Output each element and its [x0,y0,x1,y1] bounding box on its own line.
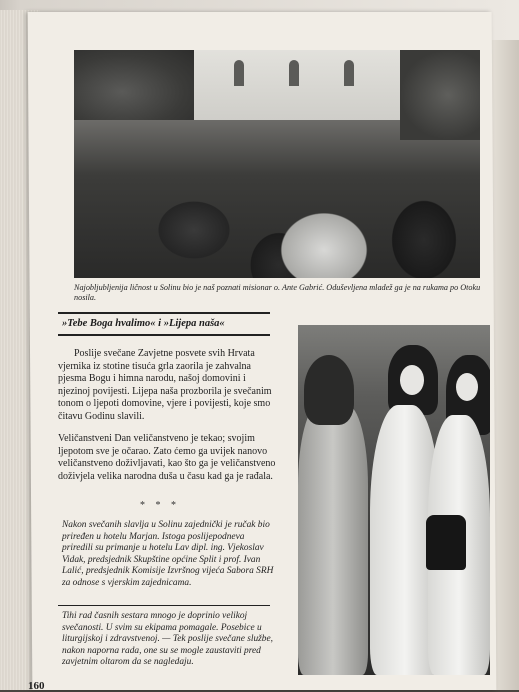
girl-figure [298,405,368,675]
section-separator: * * * [140,500,180,511]
paragraph: Nakon svečanih slavlja u Solinu zajednički je ručak bio priređen u hotelu Marjan. Istoga poslijepodneva priredili su primanje u hotelu Lav dipl. ing. Vjekoslav Vidak, predsjednik Skupštine općine Split i prof. Ivan Lalić, predsjednik Komisije Izvršnog vijeća Sabora SRH za odnose s vjerskim zajednicama. [62,520,274,588]
heading-rule [58,312,270,314]
tree [400,50,480,140]
window [344,60,354,86]
nuns-photo [298,325,490,675]
paragraph: Poslije svečane Zavjetne posvete svih Hrvata vjernika iz stotine tisuća grla zaorila je zahvalna pjesma Bogu i himna narodu, našoj domovini i njezinoj povijesti. Lijepa naša prozborila je svečanim tonom o ljepoti domovine, vjere i povijesti, koje smo čitavu Godinu slavili. [58,348,272,422]
window [289,60,299,86]
hair [304,355,354,425]
face [456,373,478,401]
crowd-photo [74,50,480,278]
photo-caption-nuns: Tihi rad časnih sestara mnogo je doprinio velikoj svečanosti. U svim su ekipama pomagale. Posebice u liturgijskoj i zdravstvenoj. — Tek poslije svečane službe, nakon naporna rada, one su se mogle zaustaviti pred zavjetnim oltarom da se nagledaju. [62,611,273,668]
heading-rule [58,334,270,336]
paragraph: Veličanstveni Dan veličanstveno je tekao; svojim ljepotom sve je očarao. Zato ćemo ga uvijek nanovo veličanstveno doživljavati, kao što ga je veličanstveno doživjela velika narodna duša u času kad ga je rađala. [58,433,276,482]
church-building [194,50,414,120]
page-number: 160 [28,680,45,692]
article-heading: »Tebe Boga hvalimo« i »Lijepa naša« [62,318,225,329]
tree [74,50,194,120]
face [400,365,424,395]
window [234,60,244,86]
divider [58,605,270,606]
handbag [426,515,466,570]
photo-caption: Najobljubljenija ličnost u Solinu bio je naš poznati misionar o. Ante Gabrić. Oduševljena mladež ga je na rukama po Otoku nosila. [74,283,481,302]
